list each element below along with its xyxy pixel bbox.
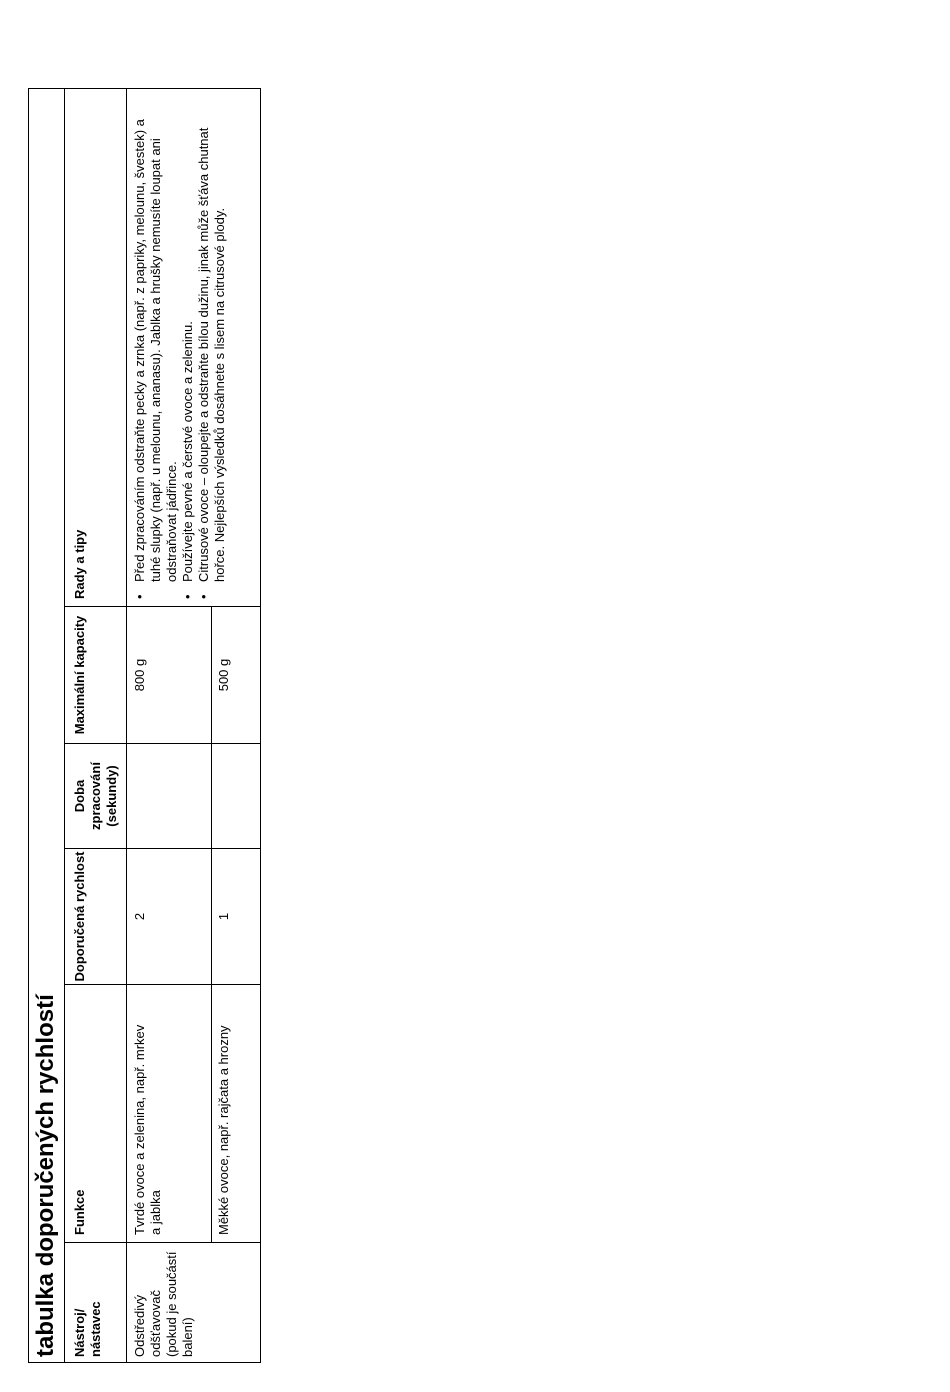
title-separator xyxy=(64,88,65,1363)
cell-tips xyxy=(132,99,228,599)
cell-capacity-2: 500 g xyxy=(216,658,231,692)
header-separator xyxy=(126,88,127,1363)
cell-speed-2: 1 xyxy=(216,912,231,921)
header-capacity: Maximální kapacity xyxy=(72,615,87,735)
page-title: tabulka doporučených rychlostí xyxy=(32,994,59,1357)
header-time: Doba zpracování (sekundy) xyxy=(72,762,119,830)
header-speed: Doporučená rychlost xyxy=(72,851,87,982)
border-top xyxy=(28,88,29,1363)
col-sep-1 xyxy=(64,1242,261,1243)
border-bottom xyxy=(260,88,261,1363)
border-right xyxy=(28,88,261,89)
cell-tool: Odstředivý odšťavovač (pokud je součástí balení) xyxy=(132,1251,195,1357)
header-function: Funkce xyxy=(72,1189,87,1235)
col-sep-2 xyxy=(64,984,261,985)
cell-function-2: Měkké ovoce, např. rajčata a hrozny xyxy=(216,1025,231,1235)
tip-item: • Používejte pevné a čerstvé ovoce a zeleninu. xyxy=(180,99,196,599)
tip-item: • Citrusové ovoce – oloupejte a odstraňte bílou dužinu, jinak může šťáva chutnat hořce. Nejlepších výsledků dosáhnete s lisem na citrusové plody. xyxy=(196,99,228,599)
cell-capacity-1: 800 g xyxy=(132,658,147,692)
header-tool: Nástroj/ nástavec xyxy=(72,1301,103,1357)
border-left xyxy=(28,1362,261,1363)
speed-table-frame xyxy=(28,88,261,1363)
cell-speed-1: 2 xyxy=(132,912,147,921)
tips-list xyxy=(132,99,228,599)
cell-function-1: Tvrdé ovoce a zelenina, např. mrkev a jablka xyxy=(132,1024,163,1235)
tip-item: • Před zpracováním odstraňte pecky a zrnka (např. z papriky, melounu, švestek) a tuhé slupky (např. u melounu, ananasu). Jablka a hrušky nemusíte loupat ani odstraňovat jádřince. xyxy=(132,99,180,599)
header-tips: Rady a tipy xyxy=(72,529,87,599)
speed-table-rotated xyxy=(28,88,261,1363)
row-separator xyxy=(211,607,212,1243)
